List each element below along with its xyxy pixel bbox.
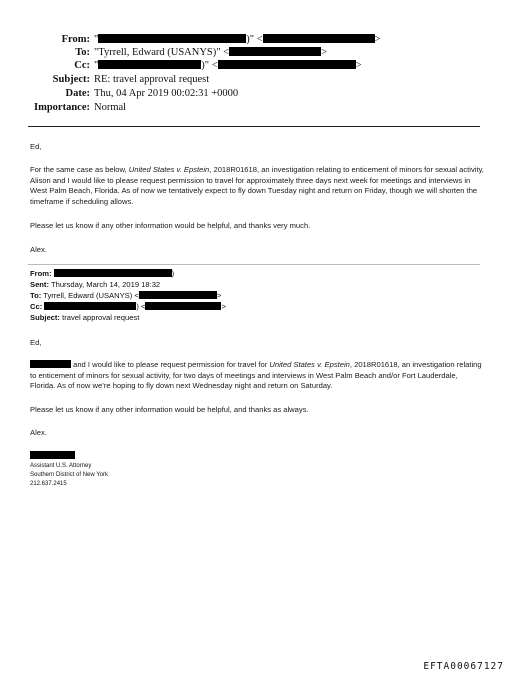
fwd-to-value: Tyrrell, Edward (USANYS) < bbox=[43, 291, 139, 300]
fwd-subject-row bbox=[30, 313, 139, 324]
fwd-subject-label: Subject: bbox=[30, 313, 60, 322]
header-from-close: > bbox=[374, 34, 381, 45]
redaction-block bbox=[98, 60, 201, 69]
fwd-paragraph-2: Please let us know if any other information would be helpful, and thanks as always. bbox=[30, 405, 309, 414]
header-importance-label: Importance: bbox=[34, 102, 90, 113]
forward-divider bbox=[28, 264, 480, 265]
signature-title: Assistant U.S. Attorney bbox=[30, 463, 92, 469]
header-cc-close: > bbox=[355, 60, 362, 71]
fwd-p1-case-name: United States v. Epstein bbox=[269, 360, 350, 369]
fwd-signoff: Alex. bbox=[30, 428, 47, 437]
header-cc-mid: )" < bbox=[201, 60, 218, 71]
header-subject-row bbox=[0, 73, 209, 86]
fwd-from-label: From: bbox=[30, 269, 52, 278]
reply-paragraph-1 bbox=[30, 165, 485, 207]
redaction-block bbox=[30, 451, 75, 459]
fwd-p1-text-b: , 2018R01618, an investigation relating to enticement of minors for sexual activity, for two days of meetings and interviews in West Palm Beach and/or Fort Lauderdale, Florida. As of now we’re hoping to fly down next Wednesday night and return on Saturday. bbox=[30, 360, 482, 391]
fwd-from-row bbox=[30, 269, 174, 280]
fwd-sent-row bbox=[30, 280, 160, 291]
header-cc-label: Cc: bbox=[74, 60, 90, 71]
redaction-block bbox=[139, 291, 217, 299]
fwd-subject-value: travel approval request bbox=[62, 313, 140, 322]
reply-p1-text-b: , 2018R01618, an investigation relating to enticement of minors for sexual activity, Alison and I would like to please request permission to travel for approximately three days next week for meetings and interviews in West Palm Beach, Florida. As of now we tentatively expect to fly down Tuesday night and return on Friday, though we will shorten the timeframe if scheduling allows. bbox=[30, 165, 484, 206]
bates-number: EFTA00067127 bbox=[423, 661, 504, 672]
redaction-block bbox=[54, 269, 172, 277]
reply-signoff: Alex. bbox=[30, 245, 47, 254]
header-date-row bbox=[0, 87, 238, 100]
header-from-mid: )" < bbox=[246, 34, 263, 45]
header-importance-row bbox=[0, 101, 126, 114]
redaction-block bbox=[218, 60, 356, 69]
header-from-open: " bbox=[94, 34, 99, 45]
fwd-sent-label: Sent: bbox=[30, 280, 49, 289]
fwd-cc-mid: ) < bbox=[136, 302, 146, 311]
header-importance-value: Normal bbox=[94, 102, 127, 113]
header-subject-label: Subject: bbox=[52, 74, 90, 85]
fwd-sent-value: Thursday, March 14, 2019 18:32 bbox=[50, 280, 161, 289]
reply-greeting: Ed, bbox=[30, 142, 42, 151]
header-to-label: To: bbox=[75, 47, 90, 58]
fwd-p1-text-a: and I would like to please request permission for travel for bbox=[71, 360, 270, 369]
fwd-greeting: Ed, bbox=[30, 338, 42, 347]
fwd-cc-close: > bbox=[221, 302, 226, 311]
header-date-label: Date: bbox=[65, 88, 90, 99]
header-from-row bbox=[0, 33, 381, 46]
reply-paragraph-2: Please let us know if any other information would be helpful, and thanks very much. bbox=[30, 221, 311, 230]
header-subject-value: RE: travel approval request bbox=[94, 74, 210, 85]
header-divider bbox=[28, 126, 480, 127]
fwd-cc-label: Cc: bbox=[30, 302, 43, 311]
header-from-label: From: bbox=[61, 34, 90, 45]
reply-p1-case-name: United States v. Epstein bbox=[128, 165, 210, 174]
fwd-paragraph-1 bbox=[30, 360, 485, 392]
fwd-to-label: To: bbox=[30, 291, 42, 300]
header-cc-open: " bbox=[94, 60, 99, 71]
header-to-close: > bbox=[321, 47, 327, 58]
redaction-block bbox=[44, 302, 136, 310]
signature-name-redaction bbox=[30, 451, 75, 459]
redaction-block bbox=[263, 34, 375, 43]
redaction-block bbox=[98, 34, 246, 43]
fwd-cc-row bbox=[30, 302, 226, 313]
redaction-block bbox=[145, 302, 221, 310]
header-to-row bbox=[0, 46, 327, 59]
header-to-value: "Tyrrell, Edward (USANYS)" < bbox=[94, 47, 230, 58]
header-date-value: Thu, 04 Apr 2019 00:02:31 +0000 bbox=[94, 88, 239, 99]
redaction-block bbox=[30, 360, 71, 368]
fwd-from-close: ) bbox=[171, 269, 175, 278]
reply-p1-text-a: For the same case as below, bbox=[30, 165, 129, 174]
header-cc-row bbox=[0, 59, 362, 72]
signature-office: Southern District of New York bbox=[30, 472, 109, 478]
fwd-to-row bbox=[30, 291, 221, 302]
fwd-to-close: > bbox=[216, 291, 222, 300]
redaction-block bbox=[229, 47, 321, 56]
signature-phone: 212.637.2415 bbox=[30, 481, 67, 487]
